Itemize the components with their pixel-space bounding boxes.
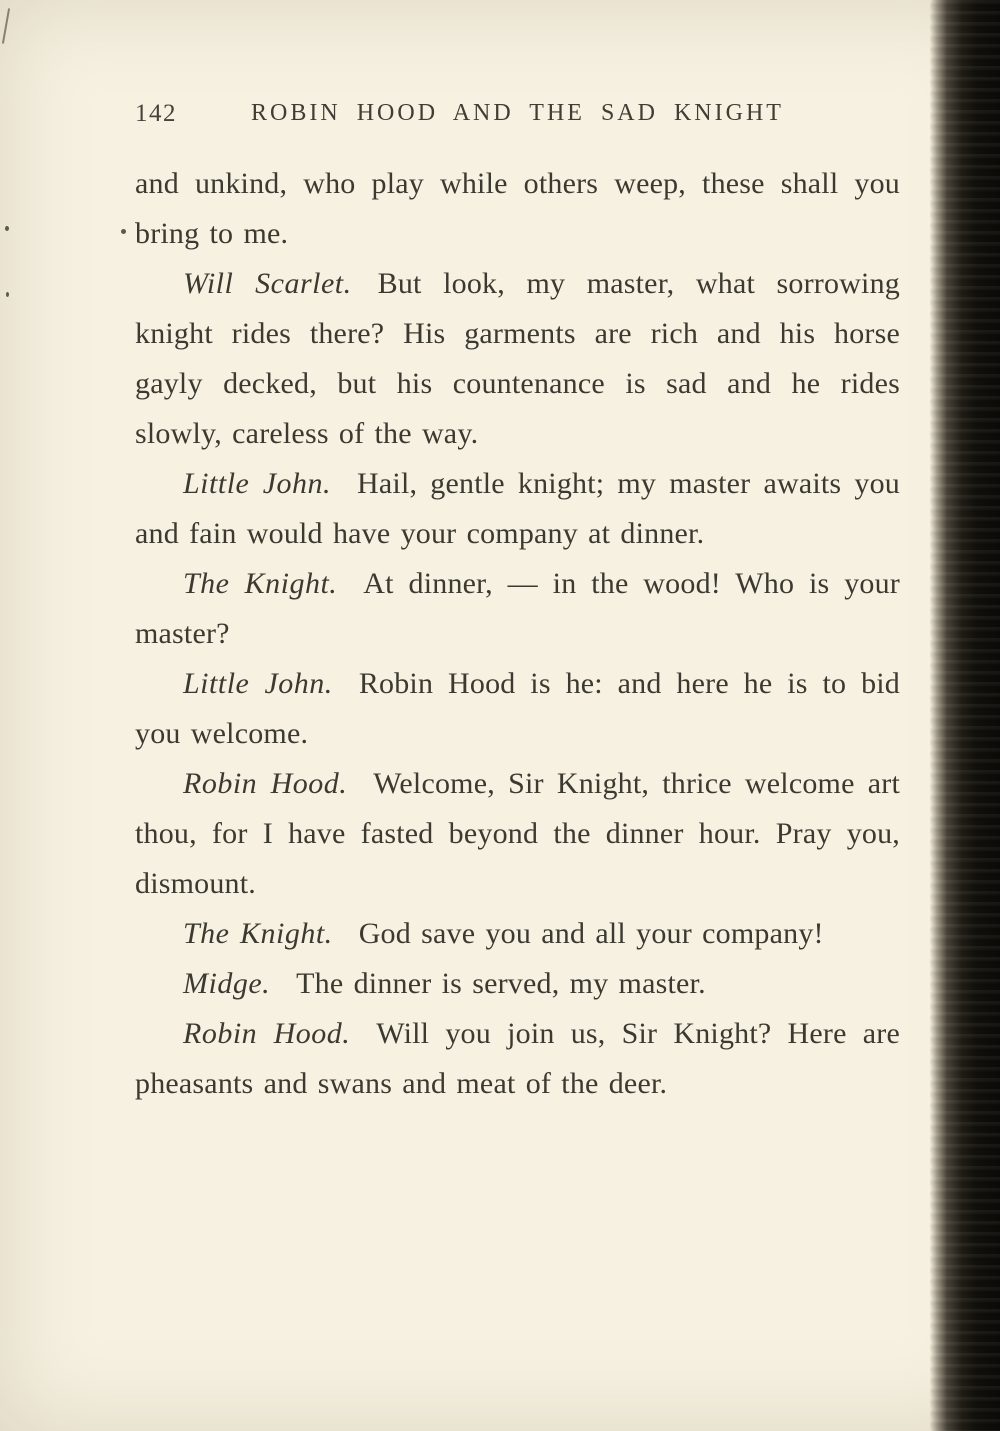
paragraph xyxy=(135,459,900,559)
speech-text: Will you join us, Sir Knight? Here are pheasants and swans and meat of the deer. xyxy=(135,1017,901,1100)
paragraph xyxy=(135,559,900,659)
paragraph xyxy=(135,909,900,959)
speaker-name: The Knight. xyxy=(183,567,338,600)
page-number: 142 xyxy=(135,100,177,127)
speech-text: The dinner is served, my master. xyxy=(296,967,706,1000)
speech-text: and unkind, who play while others weep, these shall you bring to me. xyxy=(135,167,900,250)
speech-text: Hail, gentle knight; my master awaits you and fain would have your company at dinner. xyxy=(135,467,900,550)
page-edge-shadow xyxy=(930,0,1000,1431)
paragraph xyxy=(135,959,900,1009)
scan-speck xyxy=(5,226,9,231)
speaker-name: Robin Hood. xyxy=(183,767,348,800)
scan-speck xyxy=(6,292,9,297)
speech-text: Welcome, Sir Knight, thrice welcome art thou, for I have fasted beyond the dinner hour. Pray you, dismount. xyxy=(135,767,901,900)
speaker-name: Little John. xyxy=(183,667,333,700)
paragraph xyxy=(135,659,900,759)
speaker-name: The Knight. xyxy=(183,917,333,950)
paragraph xyxy=(135,159,900,259)
paragraph xyxy=(135,759,900,909)
speech-text: At dinner, — in the wood! Who is your master? xyxy=(135,567,900,650)
running-title: ROBIN HOOD AND THE SAD KNIGHT xyxy=(251,100,784,126)
speaker-name: Robin Hood. xyxy=(183,1017,351,1050)
paragraph xyxy=(135,259,900,459)
speaker-name: Little John. xyxy=(183,467,332,500)
page-header xyxy=(135,98,900,132)
speaker-name: Midge. xyxy=(183,967,271,1000)
paragraph xyxy=(135,1009,900,1109)
speech-text: But look, my master, what sorrowing knight rides there? His garments are rich and his horse gayly decked, but his countenance is sad and he rides slowly, careless of the way. xyxy=(135,267,900,450)
speaker-name: Will Scarlet. xyxy=(183,267,352,300)
scan-mark xyxy=(2,8,10,44)
speech-text: God save you and all your company! xyxy=(358,917,824,950)
scan-speck xyxy=(121,229,126,234)
body-text xyxy=(135,159,900,1109)
speech-text: Robin Hood is he: and here he is to bid you welcome. xyxy=(135,667,901,750)
